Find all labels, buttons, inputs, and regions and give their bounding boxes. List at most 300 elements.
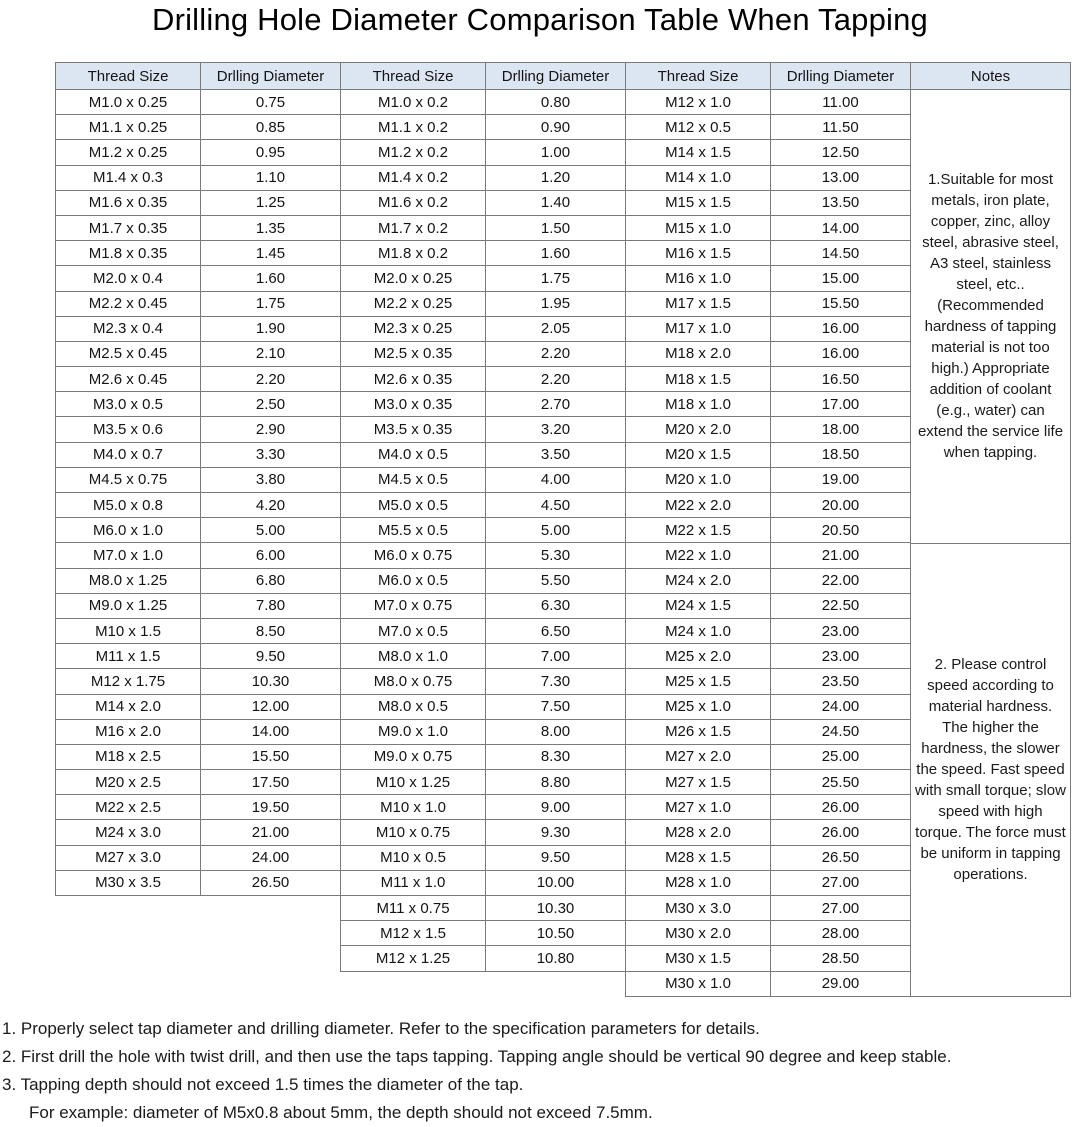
table-row (341, 594, 626, 619)
thread-size-cell: M2.0 x 0.25 (341, 266, 486, 291)
drill-diameter-cell: 2.05 (486, 317, 626, 342)
drill-diameter-cell: 0.80 (486, 90, 626, 115)
drill-diameter-cell: 12.50 (771, 140, 911, 165)
table-row (626, 871, 911, 896)
drill-diameter-cell: 6.30 (486, 594, 626, 619)
table-row (56, 140, 341, 165)
drill-diameter-cell: 15.50 (201, 745, 341, 770)
drill-diameter-cell: 1.40 (486, 191, 626, 216)
table-row (626, 644, 911, 669)
drill-diameter-header: Drlling Diameter (201, 63, 341, 90)
drill-diameter-cell: 1.75 (201, 292, 341, 317)
table-row (626, 392, 911, 417)
drill-diameter-cell: 16.50 (771, 367, 911, 392)
subtable-2 (340, 62, 626, 972)
thread-size-cell: M7.0 x 1.0 (56, 543, 201, 568)
drill-diameter-cell: 14.00 (201, 720, 341, 745)
drill-diameter-header: Drlling Diameter (771, 63, 911, 90)
table-row (626, 115, 911, 140)
table-row (56, 90, 341, 115)
drill-diameter-cell: 10.30 (486, 896, 626, 921)
table-row (341, 921, 626, 946)
note-cell-2: 2. Please control speed according to material hardness. The higher the hardness, the slower the speed. Fast speed with small torque; slow speed with high torque. The force must be uniform in tapping operations. (915, 656, 1066, 884)
drill-diameter-cell: 7.00 (486, 644, 626, 669)
footnotes (2, 1015, 1080, 1127)
drill-diameter-cell: 1.25 (201, 191, 341, 216)
table-row (626, 795, 911, 820)
thread-size-cell: M2.6 x 0.35 (341, 367, 486, 392)
thread-size-cell: M1.0 x 0.25 (56, 90, 201, 115)
thread-size-cell: M22 x 1.5 (626, 518, 771, 543)
thread-size-header: Thread Size (626, 63, 771, 90)
table-row (341, 115, 626, 140)
subtable-1 (55, 62, 341, 896)
table-row (626, 417, 911, 442)
drill-diameter-cell: 1.10 (201, 166, 341, 191)
table-row (626, 443, 911, 468)
drill-diameter-cell: 23.50 (771, 669, 911, 694)
table-row (341, 443, 626, 468)
drill-diameter-cell: 26.50 (771, 846, 911, 871)
table-row (341, 896, 626, 921)
thread-size-cell: M12 x 1.75 (56, 669, 201, 694)
drill-diameter-cell: 26.00 (771, 820, 911, 845)
drill-diameter-cell: 0.85 (201, 115, 341, 140)
thread-size-cell: M11 x 1.5 (56, 644, 201, 669)
subtables-grid (55, 62, 911, 997)
table-row (341, 695, 626, 720)
table-row (341, 191, 626, 216)
drill-diameter-cell: 28.50 (771, 946, 911, 971)
table-row (626, 921, 911, 946)
thread-size-cell: M18 x 1.5 (626, 367, 771, 392)
table-row (626, 493, 911, 518)
table-row (626, 266, 911, 291)
thread-size-cell: M22 x 2.5 (56, 795, 201, 820)
header-row (341, 63, 626, 90)
drill-diameter-cell: 6.80 (201, 569, 341, 594)
drill-diameter-cell: 29.00 (771, 972, 911, 997)
thread-size-cell: M28 x 1.0 (626, 871, 771, 896)
thread-size-cell: M1.6 x 0.35 (56, 191, 201, 216)
thread-size-cell: M9.0 x 1.25 (56, 594, 201, 619)
table-row (626, 191, 911, 216)
table-row (626, 342, 911, 367)
drill-diameter-cell: 17.50 (201, 770, 341, 795)
table-row (56, 543, 341, 568)
thread-size-cell: M2.5 x 0.35 (341, 342, 486, 367)
table-row (341, 140, 626, 165)
drill-diameter-cell: 7.80 (201, 594, 341, 619)
table-row (626, 669, 911, 694)
table-row (626, 770, 911, 795)
thread-size-cell: M2.0 x 0.4 (56, 266, 201, 291)
page-title: Drilling Hole Diameter Comparison Table When Tapping (151, 2, 928, 37)
thread-size-cell: M1.1 x 0.2 (341, 115, 486, 140)
table-row (626, 846, 911, 871)
table-row (56, 795, 341, 820)
thread-size-cell: M24 x 1.0 (626, 619, 771, 644)
table-row (56, 770, 341, 795)
drill-diameter-cell: 26.00 (771, 795, 911, 820)
drill-diameter-cell: 1.00 (486, 140, 626, 165)
table-row (341, 90, 626, 115)
table-row (56, 695, 341, 720)
subtable-3 (625, 62, 911, 997)
drill-diameter-cell: 15.00 (771, 266, 911, 291)
table-row (626, 90, 911, 115)
table-row (56, 392, 341, 417)
drill-diameter-cell: 2.20 (486, 367, 626, 392)
table-row (626, 594, 911, 619)
drill-diameter-cell: 6.50 (486, 619, 626, 644)
table-row (626, 216, 911, 241)
thread-size-cell: M15 x 1.0 (626, 216, 771, 241)
drill-diameter-cell: 9.00 (486, 795, 626, 820)
table-row (626, 241, 911, 266)
thread-size-cell: M3.0 x 0.35 (341, 392, 486, 417)
thread-size-cell: M15 x 1.5 (626, 191, 771, 216)
thread-size-cell: M10 x 1.0 (341, 795, 486, 820)
drill-diameter-cell: 4.00 (486, 468, 626, 493)
drill-diameter-cell: 3.50 (486, 443, 626, 468)
table-row (56, 518, 341, 543)
comparison-table (55, 62, 1080, 997)
thread-size-cell: M27 x 3.0 (56, 846, 201, 871)
table-row (341, 493, 626, 518)
drill-diameter-cell: 24.00 (201, 846, 341, 871)
thread-size-cell: M22 x 2.0 (626, 493, 771, 518)
drill-diameter-cell: 2.20 (201, 367, 341, 392)
thread-size-cell: M18 x 2.0 (626, 342, 771, 367)
thread-size-cell: M16 x 1.0 (626, 266, 771, 291)
drill-diameter-cell: 23.00 (771, 619, 911, 644)
drill-diameter-cell: 25.00 (771, 745, 911, 770)
drill-diameter-cell: 9.50 (486, 846, 626, 871)
thread-size-cell: M3.5 x 0.6 (56, 417, 201, 442)
drill-diameter-cell: 5.00 (201, 518, 341, 543)
table-row (56, 266, 341, 291)
thread-size-cell: M1.8 x 0.35 (56, 241, 201, 266)
drill-diameter-cell: 3.30 (201, 443, 341, 468)
drill-diameter-cell: 1.95 (486, 292, 626, 317)
drill-diameter-cell: 16.00 (771, 317, 911, 342)
table-row (341, 569, 626, 594)
table-row (341, 367, 626, 392)
table-row (341, 392, 626, 417)
drill-diameter-cell: 27.00 (771, 871, 911, 896)
thread-size-cell: M2.2 x 0.25 (341, 292, 486, 317)
drill-diameter-cell: 2.10 (201, 342, 341, 367)
table-row (341, 518, 626, 543)
table-row (626, 292, 911, 317)
thread-size-cell: M27 x 1.0 (626, 795, 771, 820)
thread-size-cell: M25 x 2.0 (626, 644, 771, 669)
drill-diameter-cell: 11.00 (771, 90, 911, 115)
table-row (56, 342, 341, 367)
thread-size-cell: M10 x 1.5 (56, 619, 201, 644)
thread-size-cell: M4.0 x 0.7 (56, 443, 201, 468)
thread-size-cell: M12 x 0.5 (626, 115, 771, 140)
table-row (341, 720, 626, 745)
thread-size-cell: M1.7 x 0.35 (56, 216, 201, 241)
drill-diameter-cell: 18.50 (771, 443, 911, 468)
footnote-1: 1. Properly select tap diameter and drilling diameter. Refer to the specification parameters for details. (2, 1019, 760, 1038)
thread-size-cell: M20 x 2.5 (56, 770, 201, 795)
header-row (56, 63, 341, 90)
thread-size-cell: M8.0 x 1.25 (56, 569, 201, 594)
table-row (56, 417, 341, 442)
table-row (341, 946, 626, 971)
thread-size-cell: M3.0 x 0.5 (56, 392, 201, 417)
drill-diameter-cell: 1.60 (201, 266, 341, 291)
drill-diameter-cell: 8.00 (486, 720, 626, 745)
table-row (56, 166, 341, 191)
footnote-2: 2. First drill the hole with twist drill, and then use the taps tapping. Tapping angle should be vertical 90 degree and keep stable. (2, 1047, 952, 1066)
drill-diameter-cell: 27.00 (771, 896, 911, 921)
thread-size-cell: M5.0 x 0.5 (341, 493, 486, 518)
table-row (341, 820, 626, 845)
table-row (56, 594, 341, 619)
thread-size-cell: M6.0 x 0.75 (341, 543, 486, 568)
thread-size-cell: M12 x 1.25 (341, 946, 486, 971)
table-row (626, 972, 911, 997)
table-row (56, 846, 341, 871)
table-row (626, 720, 911, 745)
thread-size-cell: M18 x 2.5 (56, 745, 201, 770)
thread-size-cell: M1.2 x 0.2 (341, 140, 486, 165)
drill-diameter-cell: 21.00 (201, 820, 341, 845)
thread-size-cell: M17 x 1.0 (626, 317, 771, 342)
drill-diameter-cell: 11.50 (771, 115, 911, 140)
table-row (341, 846, 626, 871)
drill-diameter-cell: 10.30 (201, 669, 341, 694)
thread-size-cell: M24 x 1.5 (626, 594, 771, 619)
thread-size-cell: M8.0 x 0.5 (341, 695, 486, 720)
thread-size-cell: M11 x 0.75 (341, 896, 486, 921)
thread-size-cell: M9.0 x 1.0 (341, 720, 486, 745)
drill-diameter-cell: 8.30 (486, 745, 626, 770)
table-row (341, 216, 626, 241)
drill-diameter-cell: 5.30 (486, 543, 626, 568)
thread-size-cell: M2.5 x 0.45 (56, 342, 201, 367)
drill-diameter-cell: 5.00 (486, 518, 626, 543)
drill-diameter-cell: 4.20 (201, 493, 341, 518)
drill-diameter-header: Drlling Diameter (486, 63, 626, 90)
drill-diameter-cell: 10.50 (486, 921, 626, 946)
drill-diameter-cell: 13.50 (771, 191, 911, 216)
thread-size-cell: M28 x 1.5 (626, 846, 771, 871)
thread-size-cell: M2.3 x 0.25 (341, 317, 486, 342)
thread-size-cell: M1.4 x 0.3 (56, 166, 201, 191)
table-row (56, 569, 341, 594)
table-row (341, 745, 626, 770)
table-row (626, 695, 911, 720)
drill-diameter-cell: 24.00 (771, 695, 911, 720)
thread-size-cell: M14 x 1.5 (626, 140, 771, 165)
drill-diameter-cell: 19.50 (201, 795, 341, 820)
thread-size-cell: M1.6 x 0.2 (341, 191, 486, 216)
thread-size-cell: M12 x 1.0 (626, 90, 771, 115)
table-row (341, 543, 626, 568)
table-row (341, 241, 626, 266)
table-row (56, 745, 341, 770)
thread-size-cell: M22 x 1.0 (626, 543, 771, 568)
thread-size-cell: M7.0 x 0.75 (341, 594, 486, 619)
thread-size-cell: M27 x 1.5 (626, 770, 771, 795)
drill-diameter-cell: 5.50 (486, 569, 626, 594)
drill-diameter-cell: 2.70 (486, 392, 626, 417)
thread-size-header: Thread Size (341, 63, 486, 90)
drill-diameter-cell: 0.75 (201, 90, 341, 115)
table-row (626, 166, 911, 191)
thread-size-cell: M3.5 x 0.35 (341, 417, 486, 442)
thread-size-cell: M30 x 1.0 (626, 972, 771, 997)
drill-diameter-cell: 20.50 (771, 518, 911, 543)
drill-diameter-cell: 26.50 (201, 871, 341, 896)
table-row (56, 115, 341, 140)
thread-size-cell: M1.2 x 0.25 (56, 140, 201, 165)
table-row (56, 317, 341, 342)
thread-size-cell: M6.0 x 0.5 (341, 569, 486, 594)
thread-size-cell: M25 x 1.5 (626, 669, 771, 694)
drill-diameter-cell: 1.50 (486, 216, 626, 241)
thread-size-cell: M14 x 2.0 (56, 695, 201, 720)
table-row (56, 443, 341, 468)
drill-diameter-cell: 1.35 (201, 216, 341, 241)
thread-size-cell: M25 x 1.0 (626, 695, 771, 720)
thread-size-cell: M16 x 2.0 (56, 720, 201, 745)
drill-diameter-cell: 21.00 (771, 543, 911, 568)
table-row (341, 795, 626, 820)
table-row (56, 871, 341, 896)
thread-size-cell: M28 x 2.0 (626, 820, 771, 845)
drill-diameter-cell: 12.00 (201, 695, 341, 720)
thread-size-cell: M1.8 x 0.2 (341, 241, 486, 266)
thread-size-cell: M20 x 1.5 (626, 443, 771, 468)
thread-size-cell: M4.0 x 0.5 (341, 443, 486, 468)
drill-diameter-cell: 15.50 (771, 292, 911, 317)
table-row (626, 569, 911, 594)
table-row (626, 820, 911, 845)
table-row (626, 896, 911, 921)
drill-diameter-cell: 22.00 (771, 569, 911, 594)
drill-diameter-cell: 7.30 (486, 669, 626, 694)
thread-size-cell: M30 x 3.5 (56, 871, 201, 896)
thread-size-cell: M8.0 x 0.75 (341, 669, 486, 694)
thread-size-cell: M24 x 2.0 (626, 569, 771, 594)
table-row (341, 166, 626, 191)
table-row (341, 619, 626, 644)
thread-size-cell: M4.5 x 0.75 (56, 468, 201, 493)
drill-diameter-cell: 25.50 (771, 770, 911, 795)
table-row (626, 946, 911, 971)
thread-size-cell: M12 x 1.5 (341, 921, 486, 946)
table-row (341, 871, 626, 896)
table-row (626, 367, 911, 392)
drill-diameter-cell: 7.50 (486, 695, 626, 720)
table-row (341, 669, 626, 694)
table-row (626, 140, 911, 165)
thread-size-cell: M26 x 1.5 (626, 720, 771, 745)
table-row (56, 644, 341, 669)
table-row (56, 820, 341, 845)
table-row (626, 543, 911, 568)
thread-size-cell: M30 x 3.0 (626, 896, 771, 921)
table-row (341, 266, 626, 291)
drill-diameter-cell: 14.00 (771, 216, 911, 241)
drill-diameter-cell: 10.00 (486, 871, 626, 896)
table-row (56, 191, 341, 216)
table-row (341, 317, 626, 342)
thread-size-cell: M24 x 3.0 (56, 820, 201, 845)
table-row (56, 292, 341, 317)
thread-size-cell: M27 x 2.0 (626, 745, 771, 770)
thread-size-cell: M5.0 x 0.8 (56, 493, 201, 518)
table-row (341, 644, 626, 669)
drill-diameter-cell: 9.50 (201, 644, 341, 669)
drill-diameter-cell: 1.75 (486, 266, 626, 291)
thread-size-cell: M9.0 x 0.75 (341, 745, 486, 770)
thread-size-cell: M1.1 x 0.25 (56, 115, 201, 140)
thread-size-cell: M20 x 2.0 (626, 417, 771, 442)
notes-header: Notes (911, 63, 1070, 90)
table-row (626, 619, 911, 644)
drill-diameter-cell: 0.95 (201, 140, 341, 165)
thread-size-cell: M2.3 x 0.4 (56, 317, 201, 342)
table-row (341, 292, 626, 317)
drill-diameter-cell: 1.60 (486, 241, 626, 266)
drill-diameter-cell: 17.00 (771, 392, 911, 417)
drill-diameter-cell: 2.90 (201, 417, 341, 442)
thread-size-cell: M2.6 x 0.45 (56, 367, 201, 392)
drill-diameter-cell: 3.20 (486, 417, 626, 442)
drill-diameter-cell: 19.00 (771, 468, 911, 493)
thread-size-cell: M8.0 x 1.0 (341, 644, 486, 669)
thread-size-cell: M5.5 x 0.5 (341, 518, 486, 543)
drill-diameter-cell: 18.00 (771, 417, 911, 442)
notes-column (910, 62, 1071, 997)
table-row (626, 518, 911, 543)
drill-diameter-cell: 13.00 (771, 166, 911, 191)
table-row (626, 317, 911, 342)
drill-diameter-cell: 23.00 (771, 644, 911, 669)
drill-diameter-cell: 1.20 (486, 166, 626, 191)
drill-diameter-cell: 2.20 (486, 342, 626, 367)
drill-diameter-cell: 2.50 (201, 392, 341, 417)
footnote-example: For example: diameter of M5x0.8 about 5mm, the depth should not exceed 7.5mm. (29, 1103, 653, 1122)
thread-size-cell: M1.4 x 0.2 (341, 166, 486, 191)
footnote-3: 3. Tapping depth should not exceed 1.5 times the diameter of the tap. (2, 1075, 524, 1094)
thread-size-cell: M10 x 1.25 (341, 770, 486, 795)
table-row (626, 745, 911, 770)
drill-diameter-cell: 8.80 (486, 770, 626, 795)
table-row (341, 342, 626, 367)
table-row (56, 493, 341, 518)
thread-size-cell: M30 x 2.0 (626, 921, 771, 946)
thread-size-cell: M1.7 x 0.2 (341, 216, 486, 241)
drill-diameter-cell: 20.00 (771, 493, 911, 518)
table-row (56, 468, 341, 493)
thread-size-cell: M18 x 1.0 (626, 392, 771, 417)
header-row (626, 63, 911, 90)
thread-size-cell: M10 x 0.5 (341, 846, 486, 871)
table-row (56, 216, 341, 241)
drill-diameter-cell: 22.50 (771, 594, 911, 619)
note-cell-1: 1.Suitable for most metals, iron plate, copper, zinc, alloy steel, abrasive steel, A3 steel, stainless steel, etc..(Recommended hardness of tapping material is not too high.) Appropriate addition of coolant (e.g., water) can extend the service life when tapping. (911, 90, 1070, 544)
table-row (56, 669, 341, 694)
drill-diameter-cell: 24.50 (771, 720, 911, 745)
